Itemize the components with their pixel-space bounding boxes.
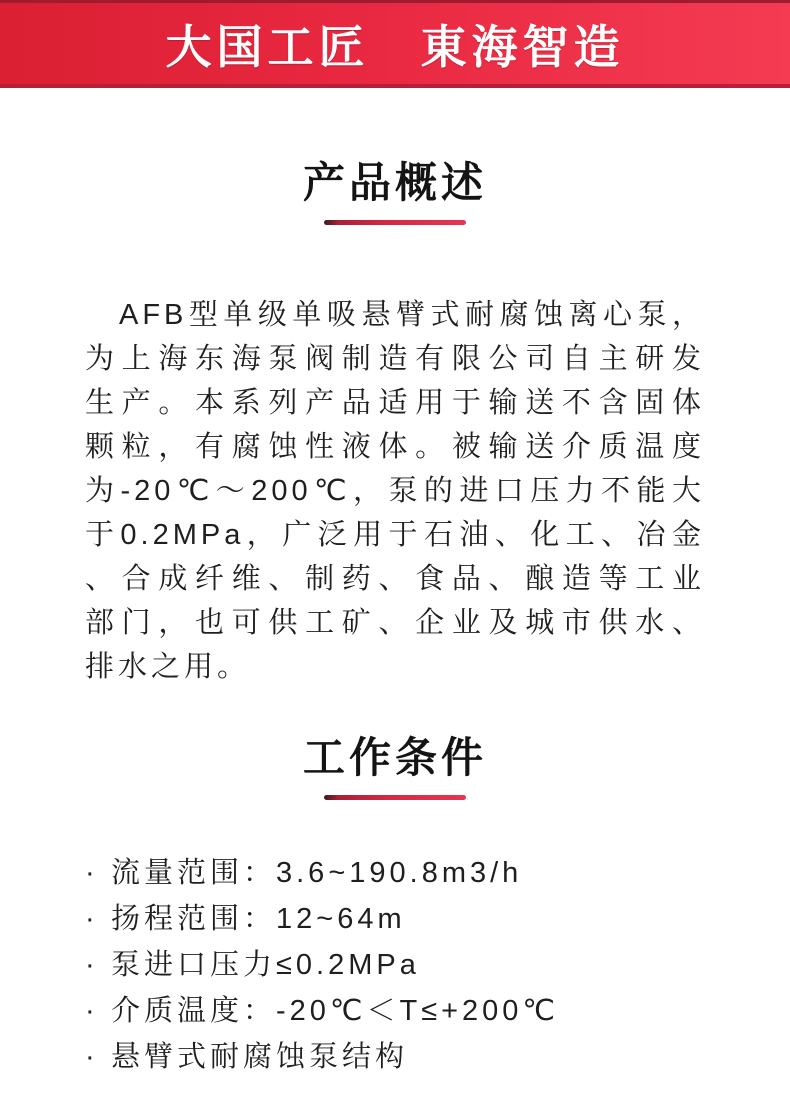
condition-item xyxy=(85,896,725,942)
conditions-heading: 工作条件 xyxy=(302,734,487,781)
condition-text: 泵进口压力≤0.2MPa xyxy=(111,949,420,981)
overview-line: 、合成纤维、制药、食品、酿造等工业 xyxy=(85,563,705,595)
overview-line: 部门，也可供工矿、企业及城市供水、 xyxy=(85,607,705,639)
condition-text: 流量范围：3.6~190.8m3/h xyxy=(111,857,523,889)
bullet-dot: · xyxy=(85,1041,95,1073)
condition-text: 扬程范围：12~64m xyxy=(111,903,406,935)
overview-heading-underline xyxy=(324,220,466,225)
banner-slogan: 大国工匠 東海智造 xyxy=(165,20,625,73)
overview-heading: 产品概述 xyxy=(302,159,487,206)
overview-line: 生产。本系列产品适用于输送不含固体 xyxy=(85,387,705,419)
overview-line: 颗粒，有腐蚀性液体。被输送介质温度 xyxy=(85,431,705,463)
overview-line: 为-20℃～200℃，泵的进口压力不能大 xyxy=(85,475,705,507)
condition-item xyxy=(85,1034,725,1080)
condition-item xyxy=(85,988,725,1034)
overview-line: 为上海东海泵阀制造有限公司自主研发 xyxy=(85,343,705,375)
condition-item xyxy=(85,850,725,896)
bullet-dot: · xyxy=(85,995,95,1027)
condition-text: 悬臂式耐腐蚀泵结构 xyxy=(111,1041,409,1073)
overview-line: AFB型单级单吸悬臂式耐腐蚀离心泵， xyxy=(119,299,705,331)
condition-item xyxy=(85,942,725,988)
condition-text: 介质温度：-20℃＜T≤+200℃ xyxy=(111,995,560,1027)
overview-line: 于0.2MPa，广泛用于石油、化工、冶金 xyxy=(85,519,705,551)
top-banner xyxy=(0,0,790,88)
overview-paragraph xyxy=(85,293,705,689)
bullet-dot: · xyxy=(85,949,95,981)
overview-line: 排水之用。 xyxy=(85,651,251,683)
conditions-heading-underline xyxy=(324,795,466,800)
conditions-list xyxy=(85,850,725,1080)
bullet-dot: · xyxy=(85,903,95,935)
bullet-dot: · xyxy=(85,857,95,889)
